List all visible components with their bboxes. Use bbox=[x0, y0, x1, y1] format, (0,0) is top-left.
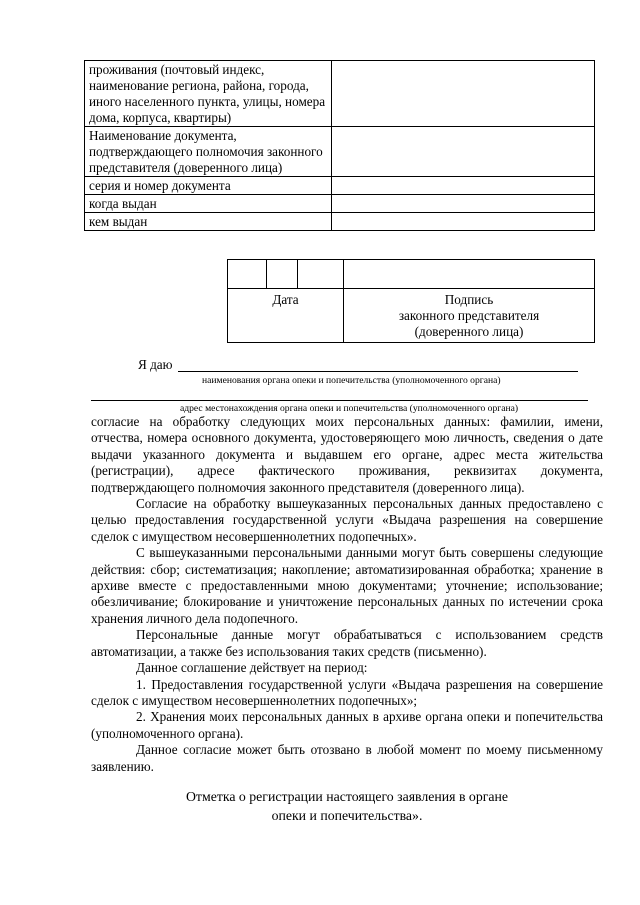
date-signature-table bbox=[227, 259, 595, 343]
table-row bbox=[228, 260, 595, 289]
organ-name-caption: наименования органа опеки и попечительства (уполномоченного органа) bbox=[202, 375, 501, 386]
table-row bbox=[85, 177, 595, 195]
signature-caption-line: Подпись bbox=[444, 292, 494, 307]
registration-note-line: Отметка о регистрации настоящего заявления в органе bbox=[185, 789, 509, 804]
table-cell-label: кем выдан bbox=[85, 213, 332, 231]
table-cell-label: когда выдан bbox=[85, 195, 332, 213]
representative-info-table bbox=[84, 60, 595, 231]
date-day-box-1[interactable] bbox=[228, 260, 267, 289]
signature-caption-line: (доверенного лица) bbox=[414, 324, 524, 339]
paragraph: С вышеуказанными персональными данными могут быть совершены следующие действия: сбор; систематизация; накопление; автоматизированная обработка; хранение в архиве вместе с предоставленными мною документами; уточнение; использование; обезличивание; блокирование и уничтожение персональных данных по истечении срока хранения личного дела подопечного. bbox=[91, 545, 603, 626]
date-month-box[interactable] bbox=[298, 260, 344, 289]
table-cell-label: проживания (почтовый индекс, наименование региона, района, города, иного населенного пункта, улицы, номера дома, корпуса, квартиры) bbox=[85, 61, 332, 127]
paragraph: Данное согласие может быть отозвано в любой момент по моему письменному заявлению. bbox=[91, 742, 603, 774]
paragraph: Данное соглашение действует на период: bbox=[136, 660, 368, 676]
i-give-label: Я даю bbox=[138, 357, 173, 372]
paragraph: 1. Предоставления государственной услуги «Выдача разрешения на совершение сделок с имуществом несовершеннолетних подопечных»; bbox=[91, 676, 603, 708]
signature-caption-line: законного представителя bbox=[398, 308, 540, 323]
table-row bbox=[85, 195, 595, 213]
signature-caption bbox=[344, 289, 595, 343]
date-caption: Дата bbox=[228, 289, 344, 343]
paragraph: 2. Хранения моих персональных данных в архиве органа опеки и попечительства (уполномоченного органа). bbox=[91, 709, 603, 741]
table-cell-value[interactable] bbox=[332, 127, 595, 177]
table-row bbox=[228, 289, 595, 343]
table-cell-value[interactable] bbox=[332, 195, 595, 213]
date-day-box-2[interactable] bbox=[267, 260, 298, 289]
organ-name-field[interactable] bbox=[178, 355, 578, 372]
paragraph: Согласие на обработку вышеуказанных персональных данных предоставлено с целью предоставления государственной услуги «Выдача разрешения на совершение сделок с имуществом несовершеннолетних подопечных». bbox=[91, 496, 603, 544]
consent-body bbox=[91, 414, 603, 775]
table-row bbox=[85, 127, 595, 177]
table-row bbox=[85, 213, 595, 231]
table-cell-value[interactable] bbox=[332, 213, 595, 231]
table-cell-value[interactable] bbox=[332, 61, 595, 127]
paragraph: Персональные данные могут обрабатываться с использованием средств автоматизации, а также без использования таких средств (письменно). bbox=[91, 627, 603, 659]
organ-address-field[interactable] bbox=[91, 386, 588, 401]
signature-box[interactable] bbox=[344, 260, 595, 289]
table-cell-label: Наименование документа, подтверждающего полномочия законного представителя (доверенного лица) bbox=[85, 127, 332, 177]
table-row bbox=[85, 61, 595, 127]
registration-note bbox=[91, 787, 603, 825]
paragraph: согласие на обработку следующих моих персональных данных: фамилии, имени, отчества, номера основного документа, удостоверяющего мою личность, сведения о дате выдачи указанного документа и выдавшем его органе, адрес места жительства (регистрации), адресе фактического проживания, реквизитах документа, подтверждающего полномочия законного представителя (доверенного лица). bbox=[91, 414, 603, 495]
registration-note-line: опеки и попечительства». bbox=[271, 808, 423, 823]
table-cell-value[interactable] bbox=[332, 177, 595, 195]
table-cell-label: серия и номер документа bbox=[85, 177, 332, 195]
organ-address-caption: адрес местонахождения органа опеки и попечительства (уполномоченного органа) bbox=[180, 403, 519, 414]
